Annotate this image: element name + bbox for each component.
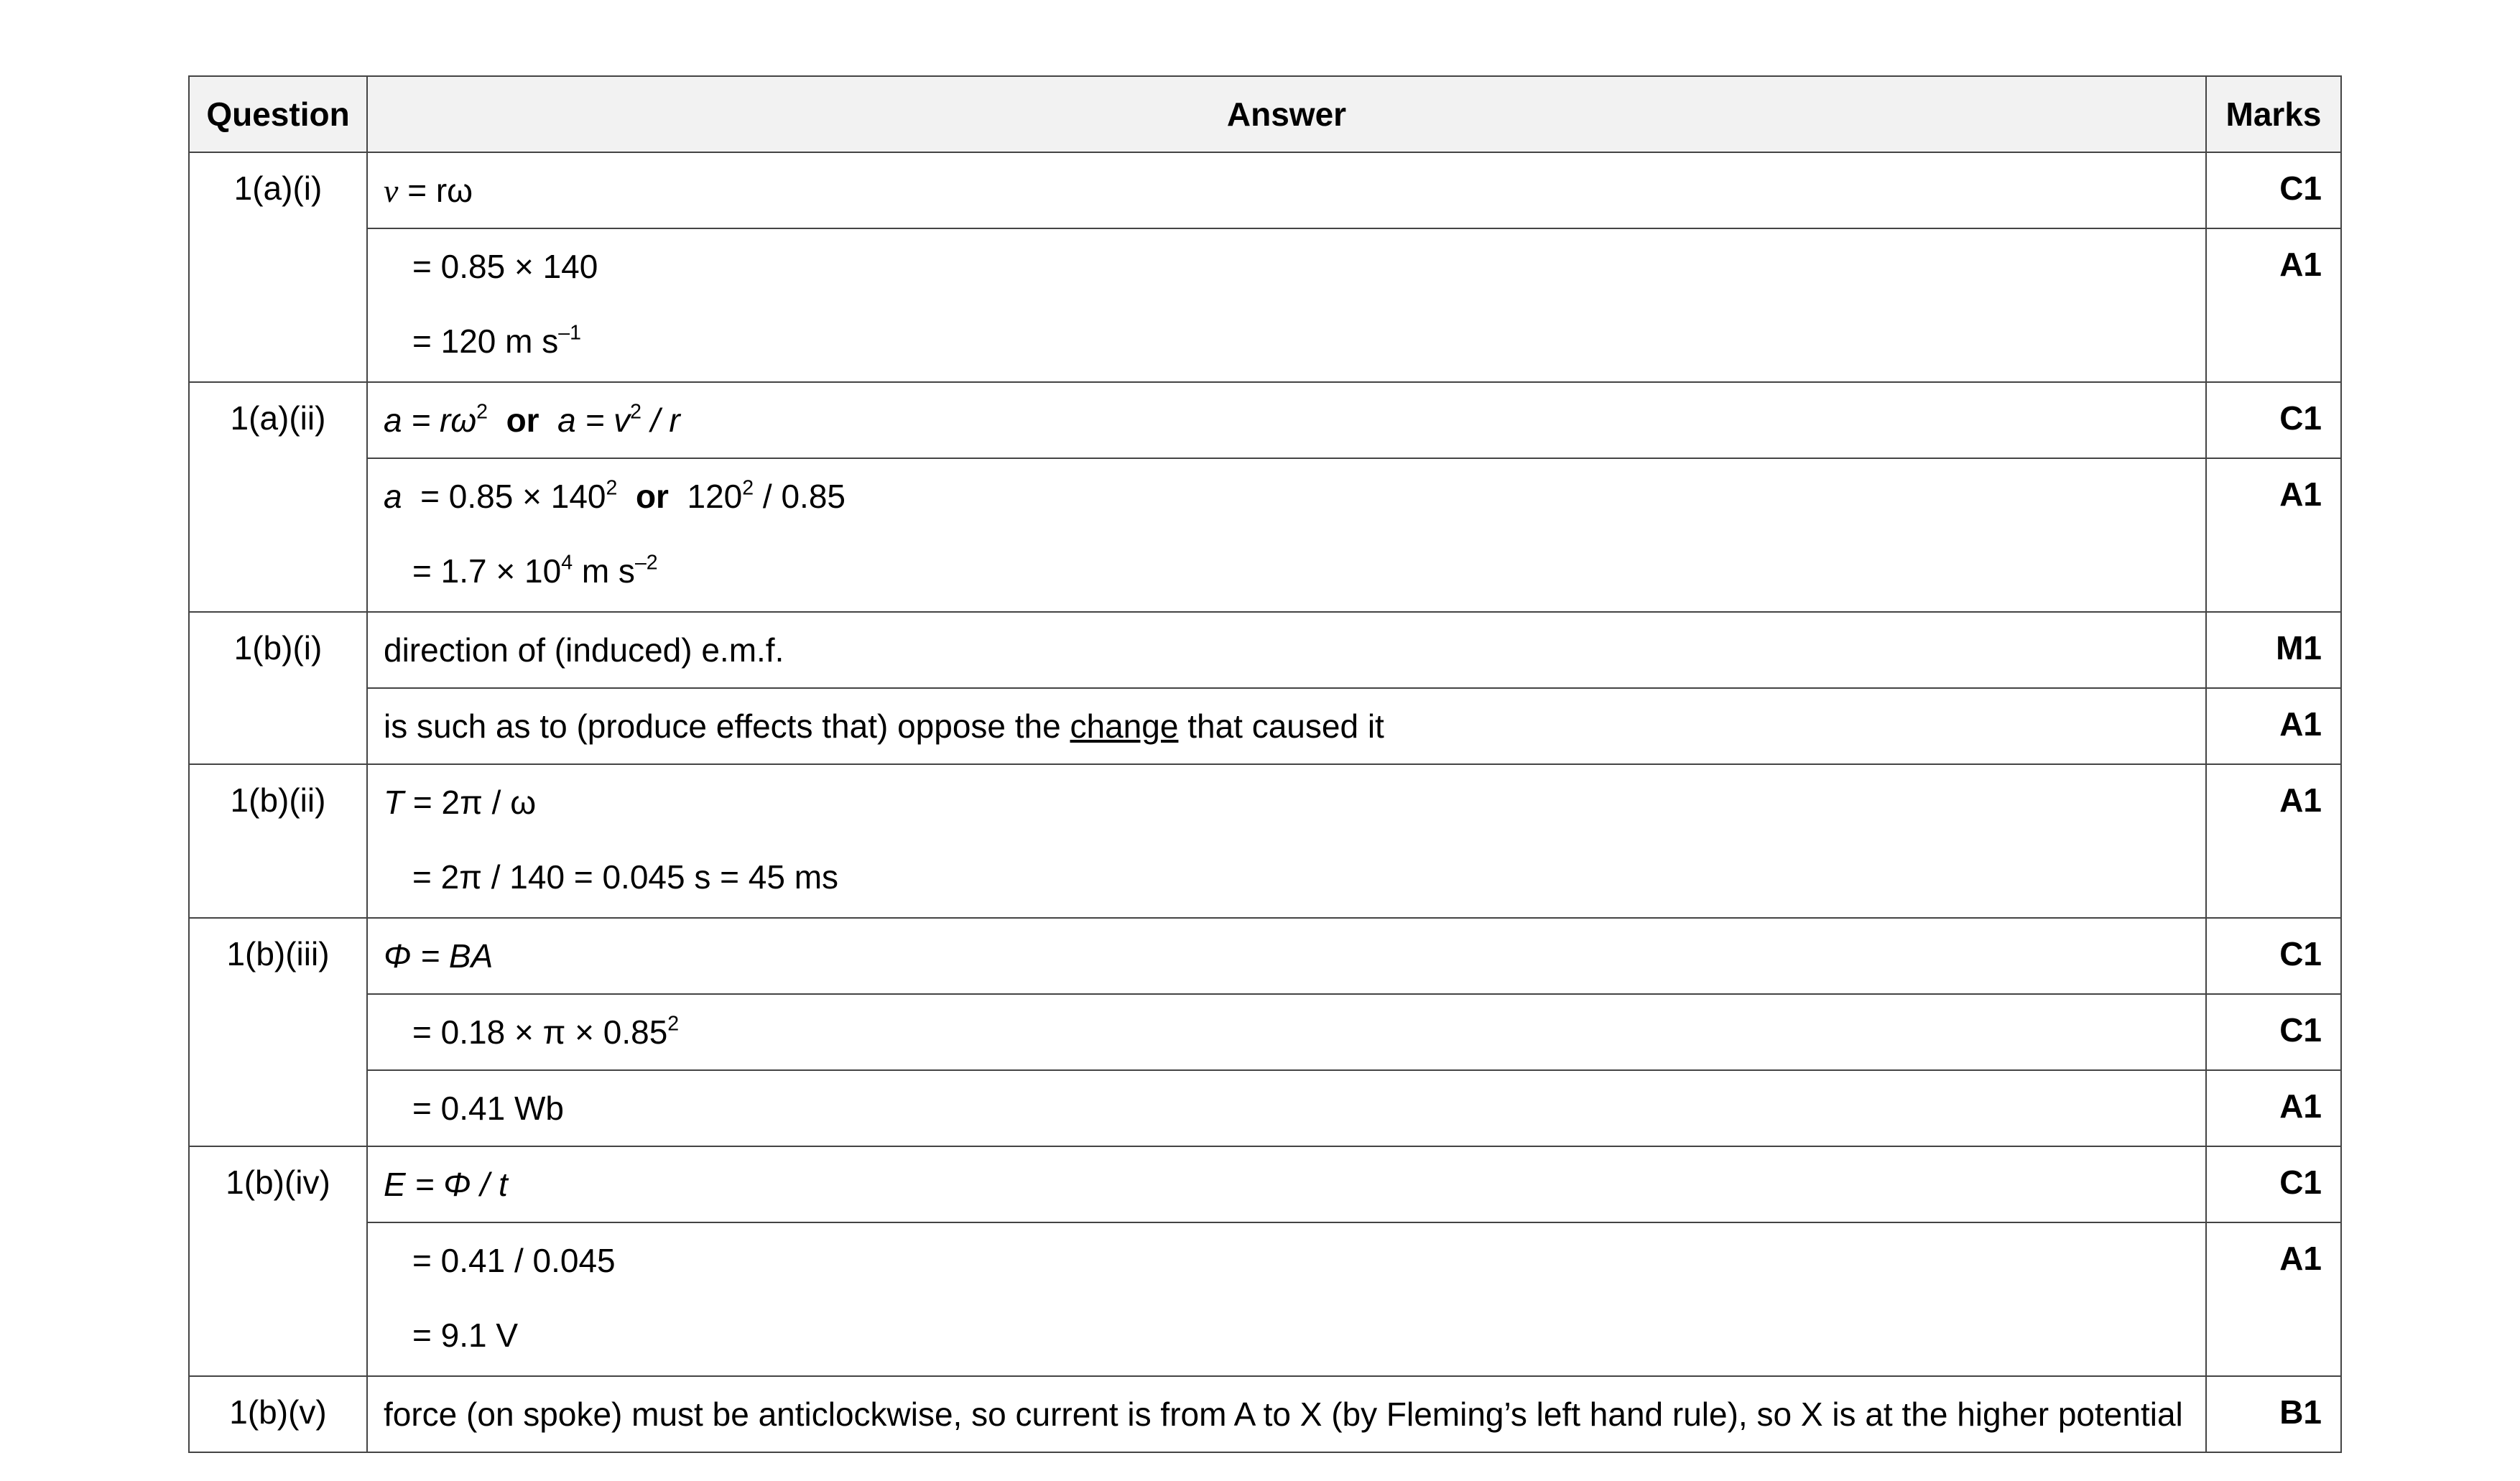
answer-cell	[367, 1146, 2206, 1222]
answer-text: m s	[581, 552, 635, 590]
header-question: Question	[189, 76, 367, 152]
mark: A1	[2206, 764, 2341, 918]
table-row	[189, 994, 2341, 1070]
answer-cell	[367, 1222, 2206, 1376]
answer-text: = 1.7 × 10	[412, 552, 562, 590]
superscript: –1	[558, 321, 581, 345]
answer-text: v	[384, 172, 399, 209]
mark-scheme-table	[188, 75, 2342, 1453]
answer-cell	[367, 228, 2206, 382]
answer-cell	[367, 1070, 2206, 1146]
answer-text: = 0.41 Wb	[412, 1090, 564, 1127]
answer-text: = 0.18 × π × 0.85	[412, 1013, 668, 1051]
answer-text: T	[384, 784, 404, 821]
answer-cell	[367, 688, 2206, 764]
answer-text: 120	[687, 478, 743, 515]
answer-text: = Φ / t	[414, 1166, 508, 1203]
table-row	[189, 382, 2341, 458]
answer-cell	[367, 458, 2206, 612]
superscript: 2	[476, 400, 488, 424]
answer-text: that caused it	[1187, 707, 1384, 745]
answer-text: / 0.85	[762, 478, 846, 515]
mark: C1	[2206, 994, 2341, 1070]
question-number: 1(a)(i)	[189, 152, 367, 382]
mark: A1	[2206, 688, 2341, 764]
answer-cell	[367, 152, 2206, 228]
table-row	[189, 764, 2341, 918]
mark: B1	[2206, 1376, 2341, 1452]
superscript: 2	[742, 476, 754, 500]
answer-text: is such as to (produce effects that) oppose the	[384, 707, 1061, 745]
answer-text: = 0.41 / 0.045	[412, 1242, 616, 1279]
answer-text: force (on spoke) must be anticlockwise, so current is from A to X (by Fleming’s left hand rule), so X is at the higher potential	[384, 1396, 2183, 1433]
superscript: 4	[561, 551, 573, 575]
question-number: 1(b)(iv)	[189, 1146, 367, 1376]
question-number: 1(b)(v)	[189, 1376, 367, 1452]
underlined-text: change	[1070, 707, 1179, 745]
answer-text: = 0.85 × 140	[412, 248, 598, 285]
answer-text: = 2π / ω	[412, 784, 537, 821]
answer-text: a	[384, 478, 402, 515]
table-row	[189, 1070, 2341, 1146]
question-number: 1(b)(iii)	[189, 918, 367, 1146]
answer-text: a = v	[557, 401, 631, 439]
answer-text: or	[506, 401, 539, 439]
mark: C1	[2206, 918, 2341, 994]
answer-text: = 9.1 V	[412, 1317, 519, 1354]
table-row	[189, 458, 2341, 612]
superscript: 2	[667, 1012, 680, 1036]
table-row	[189, 152, 2341, 228]
answer-text: a = rω	[384, 401, 477, 439]
question-number: 1(b)(ii)	[189, 764, 367, 918]
table-row	[189, 1146, 2341, 1222]
table-row	[189, 688, 2341, 764]
table-row	[189, 228, 2341, 382]
answer-text: or	[635, 478, 669, 515]
answer-cell	[367, 1376, 2206, 1452]
mark: C1	[2206, 382, 2341, 458]
question-number: 1(a)(ii)	[189, 382, 367, 612]
question-number: 1(b)(i)	[189, 612, 367, 764]
header-answer: Answer	[367, 76, 2206, 152]
superscript: 2	[630, 400, 642, 424]
mark: C1	[2206, 1146, 2341, 1222]
table-row	[189, 1376, 2341, 1452]
answer-cell	[367, 918, 2206, 994]
answer-cell	[367, 764, 2206, 918]
table-row	[189, 1222, 2341, 1376]
answer-cell	[367, 994, 2206, 1070]
mark: A1	[2206, 1222, 2341, 1376]
answer-text: E	[384, 1166, 406, 1203]
answer-text: = 2π / 140 = 0.045 s = 45 ms	[412, 858, 839, 896]
header-row	[189, 76, 2341, 152]
mark: A1	[2206, 228, 2341, 382]
superscript: –2	[634, 551, 658, 575]
answer-text: direction of (induced) e.m.f.	[384, 631, 784, 669]
mark: A1	[2206, 458, 2341, 612]
mark: C1	[2206, 152, 2341, 228]
answer-text: = rω	[407, 172, 473, 209]
answer-text: = 0.85 × 140	[420, 478, 606, 515]
table-row	[189, 612, 2341, 688]
answer-cell	[367, 382, 2206, 458]
answer-text: Φ = BA	[384, 937, 494, 975]
answer-cell	[367, 612, 2206, 688]
answer-text: = 120 m s	[412, 322, 559, 360]
table-row	[189, 918, 2341, 994]
answer-text: / r	[650, 401, 680, 439]
header-marks: Marks	[2206, 76, 2341, 152]
mark: M1	[2206, 612, 2341, 688]
mark: A1	[2206, 1070, 2341, 1146]
superscript: 2	[606, 476, 618, 500]
